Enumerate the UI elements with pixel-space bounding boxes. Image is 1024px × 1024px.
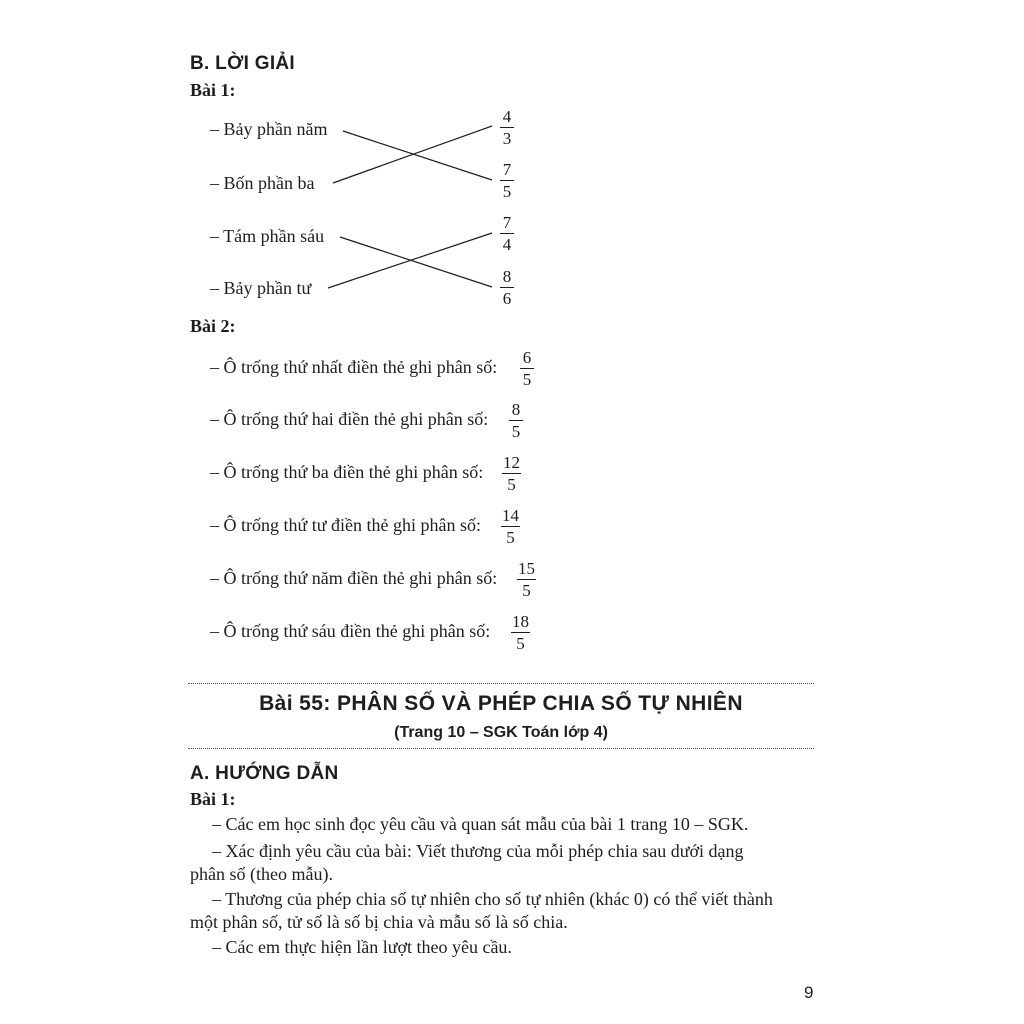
bai2-item-3-text: – Ô trống thứ ba điền thẻ ghi phân số: <box>210 462 484 482</box>
bai2-item-4-text: – Ô trống thứ tư điền thẻ ghi phân số: <box>210 515 481 535</box>
bai2-item-1-text: – Ô trống thứ nhất điền thẻ ghi phân số: <box>210 357 498 377</box>
fraction-denominator: 6 <box>502 289 512 308</box>
fraction-denominator: 5 <box>511 422 521 441</box>
fraction-numerator: 18 <box>512 612 529 631</box>
solution-bai2-label: Bài 2: <box>190 316 236 336</box>
fraction-denominator: 5 <box>506 528 515 547</box>
guide-paragraph-2-line-2: phân số (theo mẫu). <box>190 864 333 884</box>
fraction-numerator: 7 <box>502 213 512 232</box>
bai2-item-1-fraction <box>520 347 534 390</box>
title-divider-top <box>188 683 814 684</box>
guide-heading: A. HƯỚNG DẪN <box>190 763 339 784</box>
guide-paragraph-1: – Các em học sinh đọc yêu cầu và quan sát mẫu của bài 1 trang 10 – SGK. <box>212 814 749 834</box>
fraction-numerator: 7 <box>502 160 512 179</box>
match-left-item-2: – Bốn phần ba <box>210 173 315 193</box>
guide-paragraph-2-line-1: – Xác định yêu cầu của bài: Viết thương của mỗi phép chia sau dưới dạng <box>212 841 744 861</box>
lesson-title: Bài 55: PHÂN SỐ VÀ PHÉP CHIA SỐ TỰ NHIÊN <box>259 692 743 715</box>
page-number: 9 <box>804 983 814 1002</box>
fraction-numerator: 4 <box>502 107 512 126</box>
fraction-denominator: 5 <box>507 475 516 494</box>
match-left-item-3: – Tám phần sáu <box>210 226 325 246</box>
bai2-item-4-fraction <box>501 505 520 548</box>
bai2-item-2-fraction <box>509 399 523 442</box>
bai2-item-5-fraction <box>517 558 536 601</box>
fraction-denominator: 3 <box>502 129 512 148</box>
fraction-denominator: 5 <box>522 581 531 600</box>
fraction-denominator: 5 <box>522 370 532 389</box>
fraction-numerator: 15 <box>518 559 535 578</box>
guide-paragraph-4: – Các em thực hiện lần lượt theo yêu cầu. <box>212 937 512 957</box>
match-left-item-1: – Bảy phần năm <box>210 119 328 139</box>
fraction-numerator: 6 <box>522 348 532 367</box>
guide-paragraph-3-line-2: một phân số, tử số là số bị chia và mẫu số là số chia. <box>190 912 568 932</box>
bai2-item-6-text: – Ô trống thứ sáu điền thẻ ghi phân số: <box>210 621 491 641</box>
match-left-item-4: – Bảy phần tư <box>210 278 312 298</box>
guide-bai1-label: Bài 1: <box>190 789 236 809</box>
solution-bai1-label: Bài 1: <box>190 80 236 100</box>
fraction-denominator: 5 <box>502 182 512 201</box>
fraction-numerator: 8 <box>511 400 521 419</box>
solution-heading: B. LỜI GIẢI <box>190 53 296 74</box>
match-line-1 <box>343 131 492 180</box>
fraction-numerator: 12 <box>503 453 520 472</box>
match-line-3 <box>340 237 492 287</box>
bai2-item-3-fraction <box>502 452 521 495</box>
fraction-numerator: 14 <box>502 506 519 525</box>
fraction-denominator: 5 <box>516 634 525 653</box>
fraction-denominator: 4 <box>502 235 512 254</box>
bai2-item-2-text: – Ô trống thứ hai điền thẻ ghi phân số: <box>210 409 489 429</box>
bai2-item-6-fraction <box>511 611 530 654</box>
title-divider-bottom <box>188 748 814 749</box>
lesson-subtitle: (Trang 10 – SGK Toán lớp 4) <box>394 724 608 741</box>
guide-paragraph-3-line-1: – Thương của phép chia số tự nhiên cho số tự nhiên (khác 0) có thể viết thành <box>212 889 773 909</box>
match-line-2 <box>333 126 492 183</box>
bai2-item-5-text: – Ô trống thứ năm điền thẻ ghi phân số: <box>210 568 498 588</box>
fraction-numerator: 8 <box>502 267 512 286</box>
